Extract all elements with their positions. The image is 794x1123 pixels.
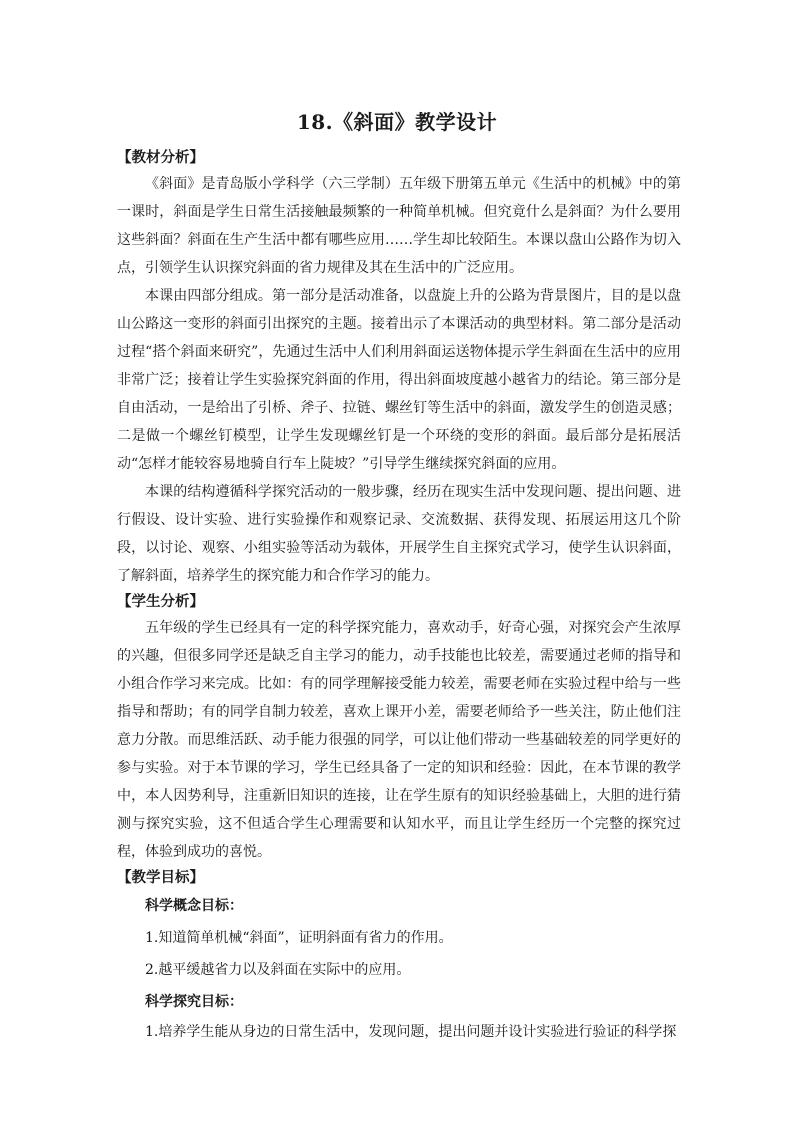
paragraph: 本课的结构遵循科学探究活动的一般步骤，经历在现实生活中发现问题、提出问题、进行假设、设计实验、进行实验操作和观察记录、交流数据、获得发现、拓展运用这几个阶段，以讨论、观察、小组实验等活动为载体，开展学生自主探究式学习，使学生认识斜面，了解斜面，培养学生的探究能力和合作学习的能力。 (117, 484, 681, 584)
section-heading-student-analysis: 【学生分析】 (117, 593, 204, 610)
list-item: 1.知道简单机械“斜面”，证明斜面有省力的作用。 (145, 930, 453, 946)
document-body (117, 146, 681, 1046)
subheading-science-concept: 科学概念目标： (145, 898, 243, 914)
section-heading-teaching-goals: 【教学目标】 (117, 869, 204, 886)
paragraph: 本课由四部分组成。第一部分是活动准备，以盘旋上升的公路为背景图片，目的是以盘山公路这一变形的斜面引出探究的主题。接着出示了本课活动的典型材料。第二部分是活动过程“搭个斜面来研究”，先通过生活中人们利用斜面运送物体提示学生斜面在生活中的应用非常广泛；接着让学生实验探究斜面的作用，得出斜面坡度越小越省力的结论。第三部分是自由活动，一是给出了引桥、斧子、拉链、螺丝钉等生活中的斜面，激发学生的创造灵感；二是做一个螺丝钉模型，让学生发现螺丝钉是一个环绕的变形的斜面。最后部分是拓展活动“怎样才能较容易地骑自行车上陡坡？”引导学生继续探究斜面的应用。 (117, 288, 681, 472)
subheading-science-inquiry: 科学探究目标： (145, 994, 243, 1010)
list-item: 1.培养学生能从身边的日常生活中，发现问题，提出问题并设计实验进行验证的科学探 (145, 1024, 677, 1040)
paragraph: 《斜面》是青岛版小学科学（六三学制）五年级下册第五单元《生活中的机械》中的第一课时，斜面是学生日常生活接触最频繁的一种简单机械。但究竟什么是斜面？为什么要用这些斜面？斜面在生产生活中都有哪些应用……学生却比较陌生。本课以盘山公路作为切入点，引领学生认识探究斜面的省力规律及其在生活中的广泛应用。 (117, 176, 681, 276)
page-title: 18.《斜面》教学设计 (296, 110, 498, 134)
section-heading-material-analysis: 【教材分析】 (117, 149, 204, 166)
list-item: 2.越平缓越省力以及斜面在实际中的应用。 (145, 962, 411, 978)
paragraph: 五年级的学生已经具有一定的科学探究能力，喜欢动手，好奇心强，对探究会产生浓厚的兴趣，但很多同学还是缺乏自主学习的能力，动手技能也比较差，需要通过老师的指导和小组合作学习来完成。比如：有的同学理解接受能力较差，需要老师在实验过程中给与一些指导和帮助；有的同学自制力较差，喜欢上课开小差，需要老师给予一些关注，防止他们注意力分散。而思维活跃、动手能力很强的同学，可以让他们带动一些基础较差的同学更好的参与实验。对于本节课的学习，学生已经具备了一定的知识和经验：因此，在本节课的教学中，本人因势利导，注重新旧知识的连接，让在学生原有的知识经验基础上，大胆的进行猜测与探究实验，这不但适合学生心理需要和认知水平，而且让学生经历一个完整的探究过程，体验到成功的喜悦。 (117, 620, 681, 860)
